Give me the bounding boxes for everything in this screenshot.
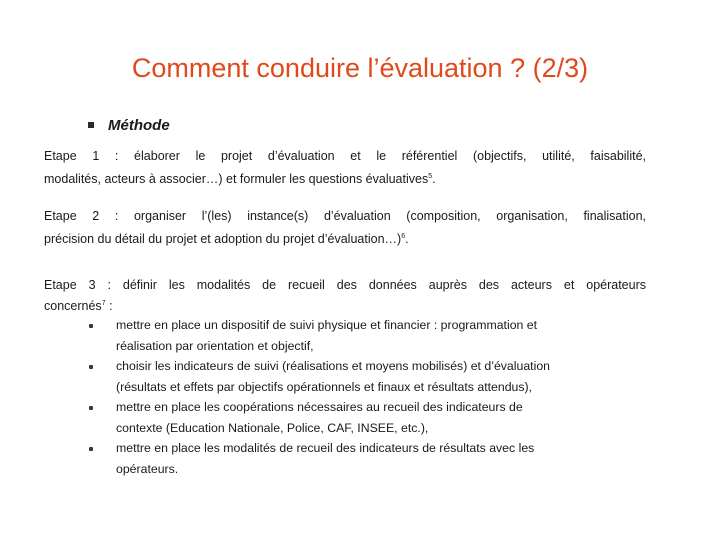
step-1-line-1: Etape 1 : élaborer le projet d’évaluation et le référentiel (objectifs, utilité, faisabilité, — [44, 149, 646, 163]
step-1 — [44, 145, 646, 191]
step-3-line-1: Etape 3 : définir les modalités de recueil des données auprès des acteurs et opérateurs — [44, 278, 646, 292]
step-1-line-2-end: . — [432, 172, 436, 186]
step-3-line-2 — [44, 297, 646, 315]
bullet-icon — [89, 406, 93, 410]
list-item-line-1: mettre en place les coopérations nécessaires au recueil des indicateurs de — [116, 400, 523, 414]
bullet-icon — [89, 447, 93, 451]
step-3 — [44, 274, 646, 315]
step-2-line-2-text: précision du détail du projet et adoption du projet d’évaluation…) — [44, 232, 402, 246]
list-item-line-2: réalisation par orientation et objectif, — [116, 338, 314, 353]
footnote-ref: 7 — [101, 299, 106, 307]
list-item — [86, 315, 646, 356]
step-3-line-2-text: concernés — [44, 299, 102, 313]
step-2-line-2 — [44, 228, 646, 251]
list-item-line-1: mettre en place les modalités de recueil des indicateurs de résultats avec les — [116, 441, 535, 455]
list-item-line-1: mettre en place un dispositif de suivi physique et financier : programmation et — [116, 318, 538, 332]
list-item — [86, 397, 646, 438]
bullet-icon — [89, 324, 93, 328]
section-heading-label: Méthode — [108, 117, 170, 134]
step-2-line-1: Etape 2 : organiser l’(les) instance(s) d’évaluation (composition, organisation, finalisation, — [44, 209, 646, 223]
list-item-line-1: choisir les indicateurs de suivi (réalisations et moyens mobilisés) et d’évaluation — [116, 359, 551, 373]
step-2-line-2-end: . — [405, 232, 409, 246]
footnote-ref: 6 — [401, 232, 406, 240]
section-heading — [88, 117, 170, 134]
step-1-line-2-text: modalités, acteurs à associer…) et formuler les questions évaluatives — [44, 172, 429, 186]
bullet-icon — [89, 365, 93, 369]
step-1-line-2 — [44, 168, 646, 191]
square-bullet-icon — [88, 122, 94, 128]
list-item-line-2: opérateurs. — [116, 461, 179, 476]
list-item-line-2: contexte (Education Nationale, Police, CAF, INSEE, etc.), — [116, 420, 429, 435]
step-2 — [44, 205, 646, 251]
step-3-sub-list — [86, 315, 646, 479]
slide-title: Comment conduire l’évaluation ? (2/3) — [131, 53, 589, 83]
list-item-line-2: (résultats et effets par objectifs opérationnels et finaux et résultats attendus), — [116, 379, 533, 394]
list-item — [86, 356, 646, 397]
step-3-line-2-end: : — [105, 299, 113, 313]
footnote-ref: 5 — [428, 172, 433, 180]
list-item — [86, 438, 646, 479]
